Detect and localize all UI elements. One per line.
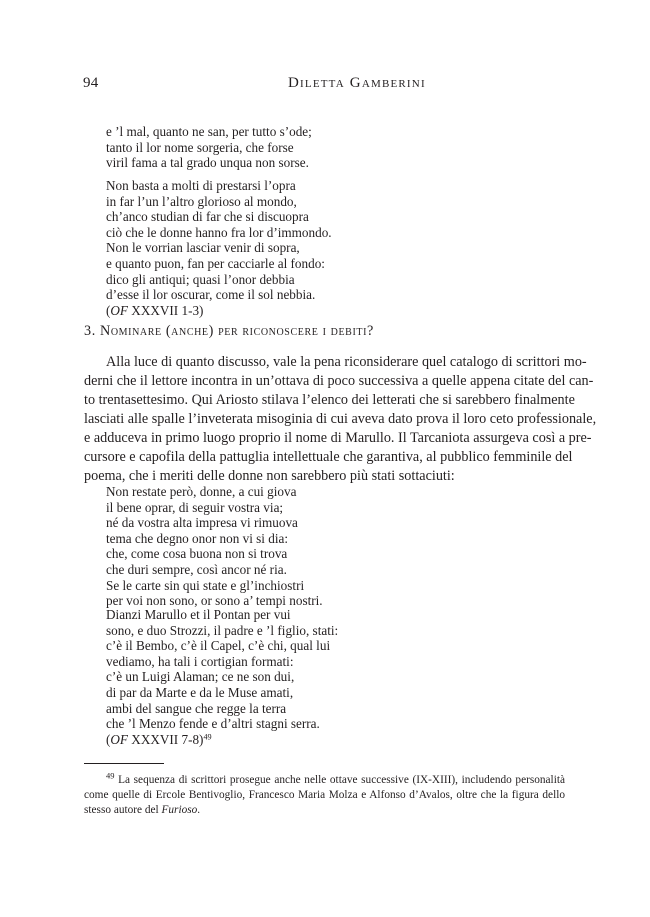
- verse-line: dico gli antiqui; quasi l’onor debbia: [106, 271, 295, 287]
- footnote-line: come quelle di Ercole Bentivoglio, Francesco Maria Molza e Alfonso d’Avalos, oltre che la figura dello: [84, 789, 565, 801]
- verse-block-2: [106, 178, 332, 318]
- verse-line: di par da Marte e da le Muse amati,: [106, 684, 294, 700]
- paragraph-line: derni che il lettore incontra in un’ottava di poco successiva a quelle appena citate del can-: [84, 373, 594, 389]
- verse-line: d’esse il lor oscurar, come il sol nebbia.: [106, 287, 316, 303]
- verse-line: c’è un Luigi Alaman; ce ne son dui,: [106, 669, 295, 685]
- verse-block-3: [106, 484, 323, 609]
- citation-text: XXXVII 1-3): [128, 302, 204, 318]
- verse-block-4: [106, 607, 338, 747]
- footnote-text: .: [197, 804, 201, 816]
- verse-line: che duri sempre, così ancor né ria.: [106, 561, 287, 577]
- verse-line: e ’l mal, quanto ne san, per tutto s’ode;: [106, 124, 312, 139]
- verse-citation: (OF XXXVII 1-3): [106, 302, 204, 318]
- section-heading: 3. Nominare (anche) per riconoscere i debiti?: [84, 323, 374, 339]
- verse-line: che, come cosa buona non si trova: [106, 546, 288, 562]
- verse-line: per voi non sono, or sono a’ tempi nostri.: [106, 593, 323, 609]
- verse-line: Non le vorrian lasciar venir di sopra,: [106, 240, 300, 256]
- citation-italic: OF: [110, 731, 128, 747]
- verse-line: Non restate però, donne, a cui giova: [106, 484, 297, 499]
- footnote-italic-title: Furioso: [161, 804, 198, 816]
- verse-line: in far l’un l’altro glorioso al mondo,: [106, 193, 297, 209]
- verse-line: tema che degno onor non vi si dia:: [106, 530, 289, 546]
- paragraph-line: poema, che i meriti delle donne non sarebbero più stati sottaciuti:: [84, 468, 455, 484]
- verse-line: viril fama a tal grado unqua non sorse.: [106, 155, 309, 171]
- verse-line: ciò che le donne hanno fra lor d’immondo.: [106, 224, 332, 240]
- footnote-text: stesso autore del: [84, 804, 162, 816]
- paragraph-line: e adduceva in primo luogo proprio il nome di Marullo. Il Tarcaniota assurgeva così a pre-: [84, 430, 592, 446]
- verse-block-1: [106, 124, 312, 171]
- verse-line: ch’anco studian di far che si discuopra: [106, 209, 309, 225]
- footnote-number: 49: [106, 770, 115, 781]
- verse-citation: (OF XXXVII 7-8)$^{49}$: [106, 731, 212, 747]
- verse-line: ambi del sangue che regge la terra: [106, 700, 287, 716]
- verse-line: tanto il lor nome sorgeria, che forse: [106, 139, 294, 155]
- verse-line: vediamo, ha tali i cortigian formati:: [106, 653, 294, 669]
- footnote-line: [106, 770, 565, 788]
- paragraph-line: cursore e capofila della pattuglia intellettuale che garantiva, al pubblico femminile del: [84, 449, 573, 465]
- verse-line: Se le carte sin qui state e gl’inchiostri: [106, 577, 305, 593]
- verse-line: Dianzi Marullo et il Pontan per vui: [106, 607, 291, 622]
- verse-line: né da vostra alta impresa vi rimuova: [106, 515, 298, 531]
- paragraph-line: to trentasettesimo. Qui Ariosto stilava l’elenco dei letterati che si sarebbero finalmente: [84, 392, 575, 408]
- verse-line: e quanto puon, fan per cacciarle al fondo:: [106, 255, 325, 271]
- footnote-reference[interactable]: 49: [203, 732, 212, 742]
- paragraph-line: lasciati alle spalle l’inveterata misoginia di cui aveva dato prova il loro ceto professionale,: [84, 411, 597, 427]
- verse-line: c’è il Bembo, c’è il Capel, c’è chi, qual lui: [106, 638, 331, 654]
- verse-line: sono, e duo Strozzi, il padre e ’l figlio, stati:: [106, 622, 339, 638]
- verse-line: Non basta a molti di prestarsi l’opra: [106, 178, 296, 193]
- citation-text: XXXVII 7-8): [128, 731, 204, 747]
- running-head: Diletta Gamberini: [288, 75, 426, 91]
- verse-line: che ’l Menzo fende e d’altri stagni serra.: [106, 716, 320, 732]
- paragraph-line: Alla luce di quanto discusso, vale la pena riconsiderare quel catalogo di scrittori mo-: [106, 354, 587, 370]
- footnote-line: [84, 803, 565, 818]
- citation-italic: OF: [110, 302, 128, 318]
- page-number: 94: [83, 75, 99, 91]
- verse-line: il bene oprar, di seguir vostra via;: [106, 499, 284, 515]
- footnote-text: La sequenza di scrittori prosegue anche nelle ottave successive (IX-XIII), includendo personalità: [118, 774, 565, 786]
- footnote-separator: [84, 763, 164, 764]
